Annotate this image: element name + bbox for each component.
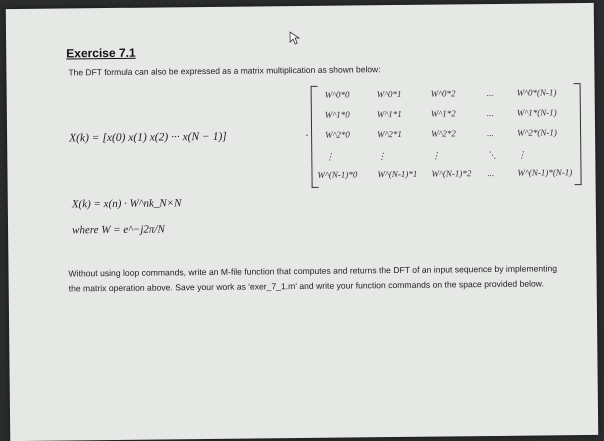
matrix-cell: W^(N-1)*0	[317, 169, 358, 180]
matrix-cell: W^2*1	[377, 128, 402, 140]
matrix-cell: ⋮	[325, 151, 335, 162]
w-definition: where W = e^−j2π/N	[72, 223, 165, 237]
mouse-cursor-icon	[289, 31, 301, 45]
document-page	[6, 3, 598, 441]
matrix-cell: ⋮	[517, 149, 527, 160]
matrix-cell: ...	[486, 87, 494, 99]
matrix-cell: W^0*(N-1)	[516, 87, 557, 98]
instruction-text: Without using loop commands, write an M-file function that computes and returns the DFT of an input sequence by implementing the matrix operation above. Save your work as 'exer_7_1.m' and write your function commands on the space provided below.	[68, 263, 558, 294]
matrix-cell: ⋮	[377, 151, 387, 162]
matrix-equation: X(k) = x(n) · W^nk_N×N	[71, 197, 182, 211]
matrix-cell: W^2*0	[325, 129, 350, 140]
multiply-dot: ·	[305, 129, 310, 142]
matrix-cell: W^(N-1)*2	[431, 168, 472, 179]
intro-text: The DFT formula can also be expressed as a matrix multiplication as shown below:	[68, 64, 381, 78]
matrix-cell: W^1*2	[430, 108, 456, 119]
matrix-cell: ...	[487, 127, 494, 139]
matrix-cell: ⋮	[431, 150, 441, 161]
matrix-cell: W^2*(N-1)	[517, 127, 557, 138]
lhs-expression: X(k) = [x(0) x(1) x(2) ··· x(N − 1)]	[69, 130, 227, 145]
matrix-cell: W^0*1	[376, 88, 402, 100]
matrix-cell: ⋱	[487, 149, 497, 161]
matrix-cell: W^0*0	[324, 89, 350, 100]
matrix-cell: W^2*2	[431, 128, 456, 139]
matrix-right-bracket	[574, 83, 582, 185]
exercise-heading: Exercise 7.1	[66, 45, 136, 61]
matrix-cell: W^(N-1)*(N-1)	[517, 167, 573, 178]
matrix-cell: ...	[487, 167, 495, 179]
matrix-cell: W^1*(N-1)	[516, 107, 557, 118]
matrix-cell: ...	[486, 107, 494, 119]
matrix-cell: W^1*1	[376, 108, 402, 120]
matrix-cell: W^0*2	[430, 88, 456, 99]
matrix-cell: W^1*0	[324, 109, 350, 120]
matrix-cell: W^(N-1)*1	[377, 168, 418, 180]
